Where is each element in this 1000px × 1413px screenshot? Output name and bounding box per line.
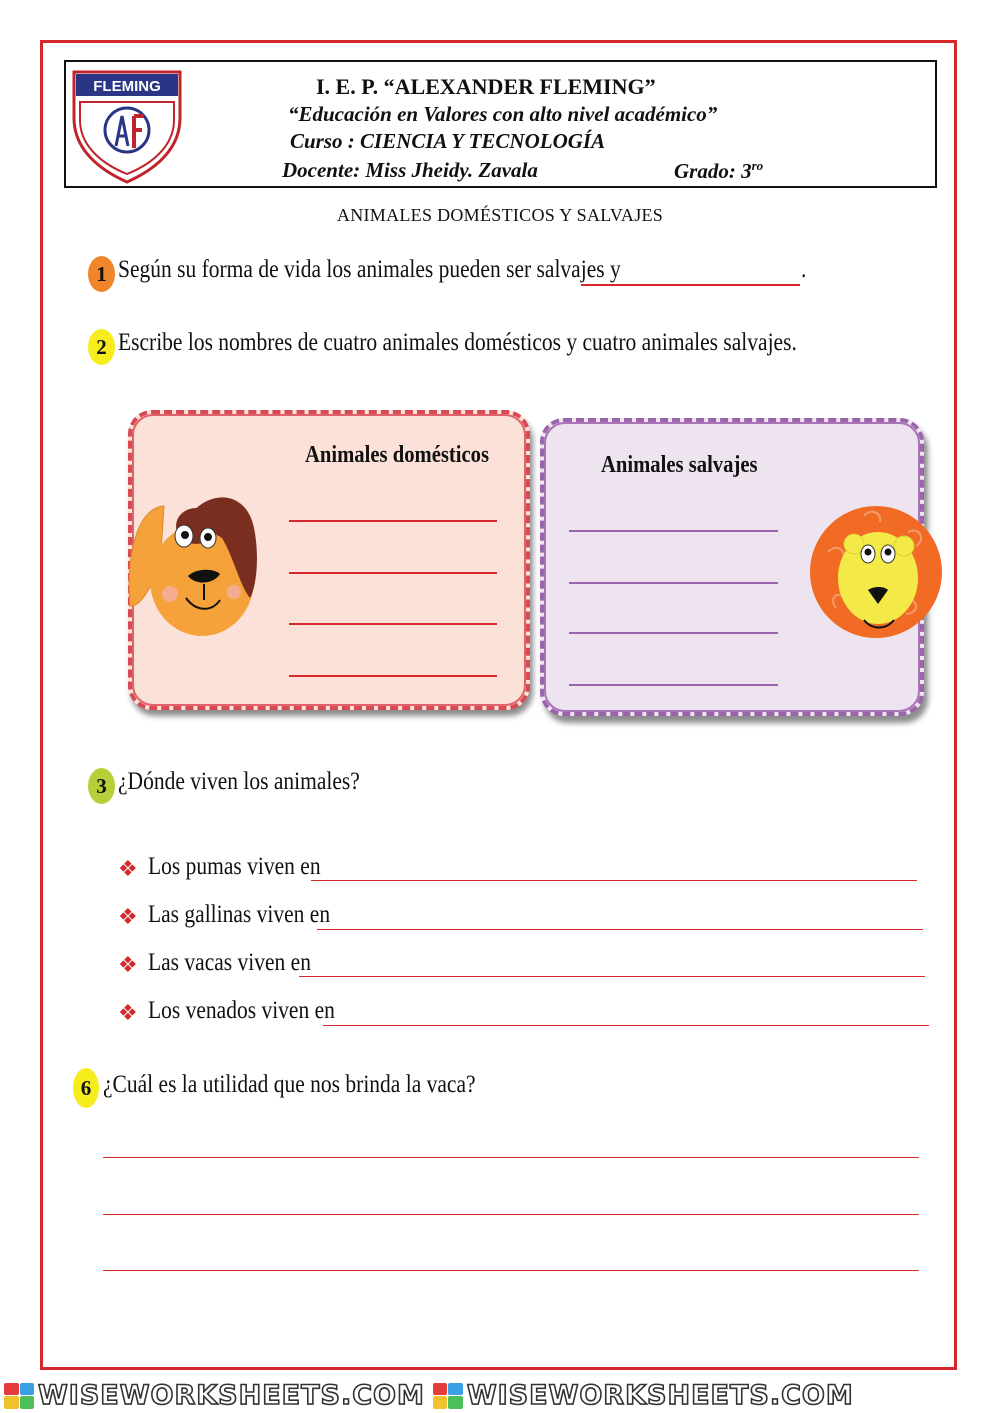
habitat-item-gallinas: Las gallinas viven en xyxy=(148,901,331,928)
bullet-icon: ❖ xyxy=(118,857,138,882)
question-1-period: . xyxy=(801,256,807,283)
lion-illustration-icon xyxy=(808,482,944,666)
school-name: I. E. P. “ALEXANDER FLEMING” xyxy=(316,74,656,99)
question-2-number: 2 xyxy=(88,329,115,365)
dog-illustration-icon xyxy=(126,488,262,638)
question-2-text: Escribe los nombres de cuatro animales domésticos y cuatro animales salvajes. xyxy=(118,329,797,356)
footer-watermark xyxy=(0,1378,1000,1413)
q6-answer-line-2[interactable] xyxy=(103,1214,919,1215)
habitat-answer-venados[interactable] xyxy=(323,1025,929,1026)
school-logo-icon xyxy=(70,66,184,184)
habitat-answer-gallinas[interactable] xyxy=(317,929,923,930)
grade-label xyxy=(674,158,763,184)
grade-value: Grado: 3 xyxy=(674,159,752,183)
domestic-answer-line-2[interactable] xyxy=(289,572,497,574)
q6-answer-line-3[interactable] xyxy=(103,1270,919,1271)
worksheet-title: ANIMALES DOMÉSTICOS Y SALVAJES xyxy=(336,205,664,225)
domestic-card-title: Animales domésticos xyxy=(305,442,490,468)
question-1-text: Según su forma de vida los animales pueden ser salvajes y xyxy=(118,256,621,283)
logo-text: FLEMING xyxy=(93,78,161,95)
watermark-group xyxy=(433,1380,854,1411)
wild-answer-line-3[interactable] xyxy=(569,632,778,634)
school-motto: “Educación en Valores con alto nivel académico” xyxy=(288,102,718,126)
question-1-number: 1 xyxy=(88,256,115,292)
domestic-answer-line-4[interactable] xyxy=(289,675,497,677)
question-6-number: 6 xyxy=(73,1068,99,1108)
watermark-text: WISEWORKSHEETS.COM xyxy=(466,1380,854,1411)
grade-superscript: ro xyxy=(751,158,764,173)
habitat-item-pumas: Los pumas viven en xyxy=(148,853,321,880)
bullet-icon: ❖ xyxy=(118,1001,138,1026)
teacher-label: Docente: Miss Jheidy. Zavala xyxy=(282,158,538,182)
wild-answer-line-4[interactable] xyxy=(569,684,778,686)
question-3-text: ¿Dónde viven los animales? xyxy=(118,768,360,795)
question-1-answer-blank[interactable] xyxy=(581,284,800,286)
habitat-item-venados: Los venados viven en xyxy=(148,997,335,1024)
q6-answer-line-1[interactable] xyxy=(103,1157,919,1158)
habitat-answer-pumas[interactable] xyxy=(311,880,917,881)
wild-card-title: Animales salvajes xyxy=(601,452,758,478)
habitat-answer-vacas[interactable] xyxy=(299,976,925,977)
habitat-item-vacas: Las vacas viven en xyxy=(148,949,311,976)
watermark-group xyxy=(4,1380,425,1411)
domestic-answer-line-1[interactable] xyxy=(289,520,497,522)
domestic-answer-line-3[interactable] xyxy=(289,623,497,625)
course-label: Curso : CIENCIA Y TECNOLOGÍA xyxy=(290,129,606,153)
wiseworksheets-logo-icon xyxy=(433,1383,463,1409)
wild-answer-line-2[interactable] xyxy=(569,582,778,584)
question-3-number: 3 xyxy=(88,768,115,804)
question-6-text: ¿Cuál es la utilidad que nos brinda la vaca? xyxy=(103,1071,476,1098)
wild-answer-line-1[interactable] xyxy=(569,530,778,532)
bullet-icon: ❖ xyxy=(118,953,138,978)
watermark-text: WISEWORKSHEETS.COM xyxy=(38,1380,425,1411)
wiseworksheets-logo-icon xyxy=(4,1383,34,1409)
bullet-icon: ❖ xyxy=(118,905,138,930)
